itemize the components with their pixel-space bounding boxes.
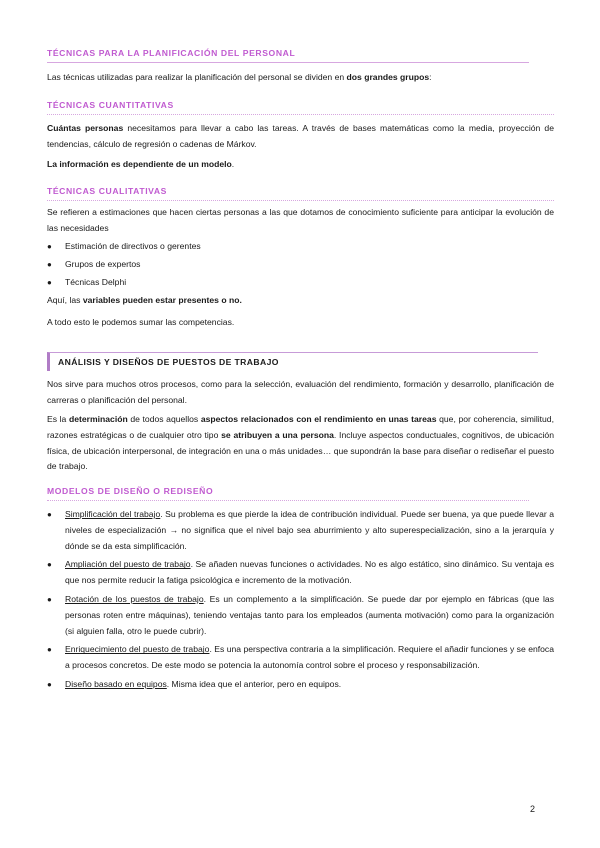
bullet-icon: ● [47,645,52,655]
modelos-list [47,507,554,693]
bullet-icon: ● [47,277,52,287]
heading-analisis-disenos: ANÁLISIS Y DISEÑOS DE PUESTOS DE TRABAJO [47,352,538,371]
cualitativas-list [47,239,554,290]
list-item: ● Simplificación del trabajo. Su problema es que pierde la idea de contribución individual. Puede ser buena, ya que puede llevar a niveles de especialización → no significa que el nivel bajo sea aburrimiento y alto superespecialización, sino a la jerarquía y dónde se da esta simplificación. [47,509,554,551]
analisis-paragraph-1: Nos sirve para muchos otros procesos, como para la selección, evaluación del rendimiento, formación y desarrollo, planificación de carreras o planificación del personal. [47,379,554,405]
analisis-paragraph-2: Es la determinación de todos aquellos aspectos relacionados con el rendimiento en unas tareas que, por coherencia, similitud, razones estratégicas o de cualquier otro tipo se atribuyen a una persona. Incluye aspectos conductuales, cognitivos, de ubicación física, de ubicación interpersonal, de integración en una o más unidades… que supondrán la base para diseñar o rediseñar el puesto de trabajo. [47,414,554,472]
list-item: ● Diseño basado en equipos. Misma idea que el anterior, pero en equipos. [47,677,554,693]
list-item: ● Rotación de los puestos de trabajo. Es un complemento a la simplificación. Se puede dar por ejemplo en fábricas (que las personas roten entre máquinas), teniendo ventajas tanto para los empleados (aumenta motivación) como para la organización (si alguien falla, otro le puede cubrir). [47,593,554,636]
cuantitativas-paragraph: Cuántas personas necesitamos para llevar a cabo las tareas. A través de bases matemáticas como la media, proyección de tendencias, cálculo de regresión o cadenas de Márkov. [47,123,554,149]
bullet-icon: ● [47,510,52,519]
bullet-icon: ● [47,259,52,269]
bullet-icon: ● [47,560,52,570]
list-item: ● Técnicas Delphi [47,275,554,291]
list-item: ● Grupos de expertos [47,257,554,273]
bullet-icon: ● [47,679,52,689]
tecnicas-intro: Las técnicas utilizadas para realizar la planificación del personal se dividen en dos grandes grupos: [47,72,432,82]
bullet-icon: ● [47,594,52,604]
list-item: ● Enriquecimiento del puesto de trabajo. Es una perspectiva contraria a la simplificación. Requiere el añadir funciones y se enfoca a procesos concretos. De este modo se potencia la autonomía control sobre el proceso y responsabilización. [47,644,554,671]
page-number: 2 [530,804,536,814]
heading-tecnicas-planificacion: TÉCNICAS PARA LA PLANIFICACIÓN DEL PERSONAL [47,48,529,63]
cuantitativas-modelo: La información es dependiente de un modelo. [47,159,235,169]
cualitativas-competencias: A todo esto le podemos sumar las competencias. [47,317,235,327]
cualitativas-paragraph: Se refieren a estimaciones que hacen ciertas personas a las que dotamos de conocimiento suficiente para anticipar la evolución de las necesidades [47,207,554,233]
cualitativas-variables: Aquí, las variables pueden estar presentes o no. [47,295,242,305]
bullet-icon: ● [47,242,52,251]
heading-modelos-diseno: MODELOS DE DISEÑO O REDISEÑO [47,486,529,501]
heading-cuantitativas: TÉCNICAS CUANTITATIVAS [47,100,554,115]
heading-cualitativas: TÉCNICAS CUALITATIVAS [47,186,554,201]
list-item: ● Ampliación del puesto de trabajo. Se añaden nuevas funciones o actividades. No es algo estático, sino dinámico. Su ventaja es que nos permite reducir la fatiga psicológica e incremento de la motivación. [47,559,554,586]
list-item: ● Estimación de directivos o gerentes [47,239,554,255]
